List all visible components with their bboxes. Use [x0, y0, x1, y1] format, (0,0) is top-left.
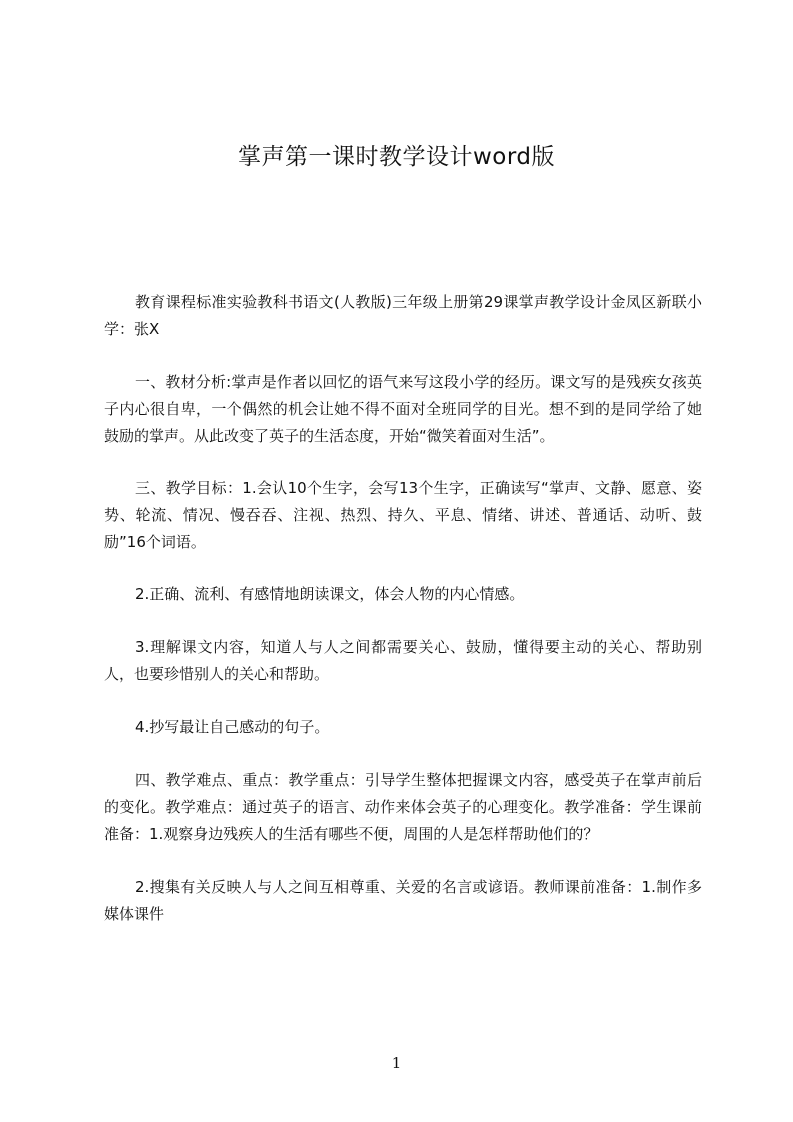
- document-title: 掌声第一课时教学设计word版: [237, 144, 556, 170]
- paragraph-teaching-goals: 三、教学目标：1.会认10个生字，会写13个生字，正确读写“掌声、文静、愿意、姿势、轮流、情况、慢吞吞、注视、热烈、持久、平息、情绪、讲述、普通话、动听、鼓励”16个词语。: [104, 479, 702, 551]
- paragraph-goal-4: 4.抄写最让自己感动的句子。: [135, 718, 330, 736]
- paragraph-goal-3: 3.理解课文内容，知道人与人之间都需要关心、鼓励，懂得要主动的关心、帮助别人，也要珍惜别人的关心和帮助。: [104, 638, 702, 683]
- paragraph-goal-2: 2.正确、流利、有感情地朗读课文，体会人物的内心情感。: [135, 585, 525, 603]
- paragraph-material-analysis: 一、教材分析:掌声是作者以回忆的语气来写这段小学的经历。课文写的是残疾女孩英子内心很自卑，一个偶然的机会让她不得不面对全班同学的目光。想不到的是同学给了她鼓励的掌声。从此改变了英子的生活态度，开始“微笑着面对生活”。: [104, 373, 702, 445]
- paragraph-intro: 教育课程标准实验教科书语文(人教版)三年级上册第29课掌声教学设计金凤区新联小学：张X: [104, 293, 702, 338]
- page-number: 1: [391, 1054, 402, 1072]
- paragraph-key-points: 四、教学难点、重点：教学重点：引导学生整体把握课文内容，感受英子在掌声前后的变化。教学难点：通过英子的语言、动作来体会英子的心理变化。教学准备：学生课前准备：1.观察身边残疾人的生活有哪些不便，周围的人是怎样帮助他们的？: [104, 771, 702, 843]
- paragraph-preparation: 2.搜集有关反映人与人之间互相尊重、关爱的名言或谚语。教师课前准备：1.制作多媒体课件: [104, 878, 702, 923]
